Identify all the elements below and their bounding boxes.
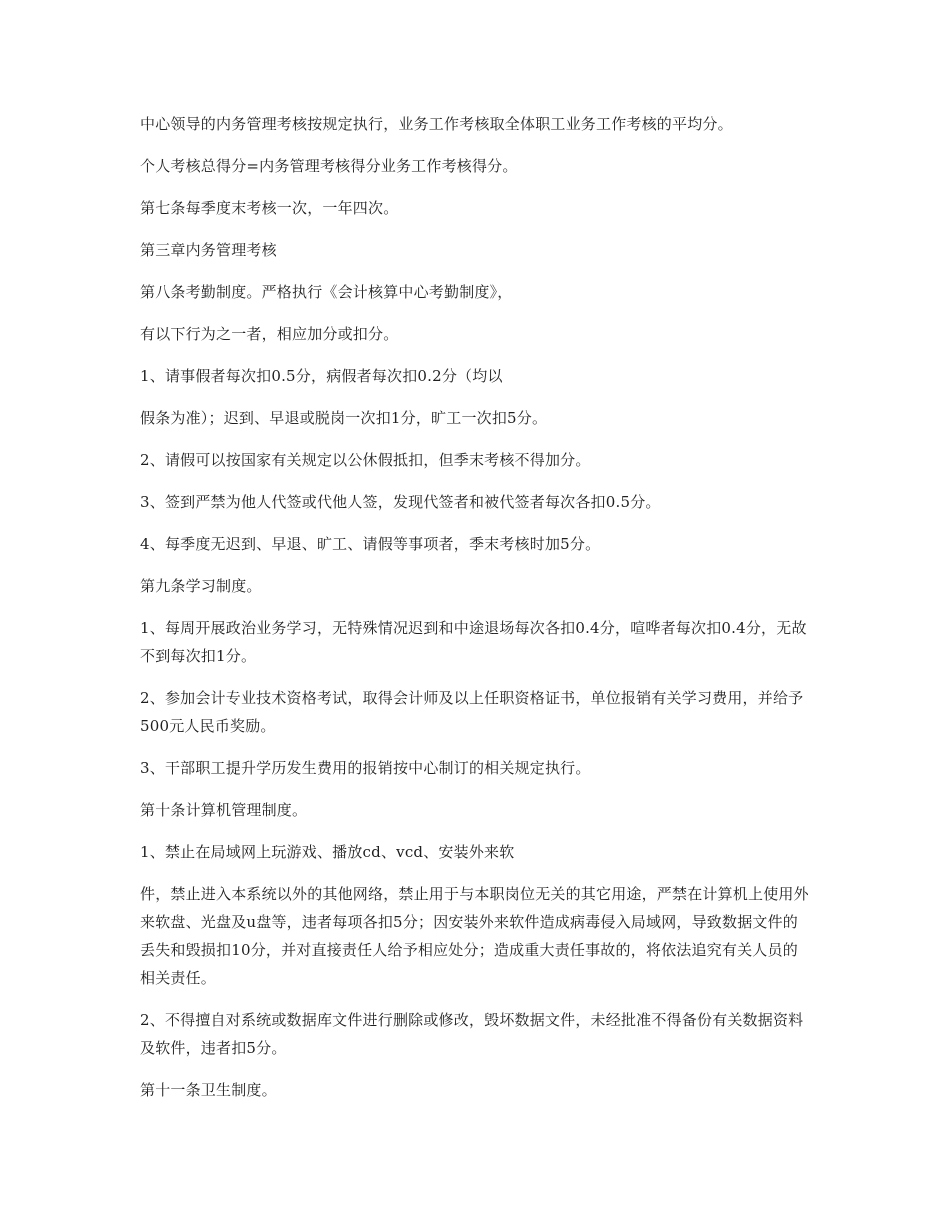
paragraph-leader-assessment: 中心领导的内务管理考核按规定执行，业务工作考核取全体职工业务工作考核的平均分。 [140, 115, 733, 133]
paragraph-article-9: 第九条学习制度。 [140, 577, 262, 595]
paragraph-total-score: 个人考核总得分=内务管理考核得分业务工作考核得分。 [140, 157, 518, 175]
chapter-3-heading: 第三章内务管理考核 [140, 241, 277, 259]
paragraph-article-10: 第十条计算机管理制度。 [140, 801, 308, 819]
paragraph-article-8-item-2: 2、请假可以按国家有关规定以公休假抵扣，但季末考核不得加分。 [140, 451, 591, 469]
paragraph-article-7: 第七条每季度末考核一次，一年四次。 [140, 199, 399, 217]
paragraph-article-8-item-3: 3、签到严禁为他人代签或代他人签，发现代签者和被代签者每次各扣0.5分。 [140, 493, 661, 511]
paragraph-article-8-item-4: 4、每季度无迟到、早退、旷工、请假等事项者，季末考核时加5分。 [140, 535, 601, 553]
paragraph-article-9-item-3: 3、干部职工提升学历发生费用的报销按中心制订的相关规定执行。 [140, 759, 591, 777]
paragraph-article-10-item-1a: 1、禁止在局域网上玩游戏、播放cd、vcd、安装外来软 [140, 843, 515, 861]
paragraph-article-8: 第八条考勤制度。严格执行《会计核算中心考勤制度》， [140, 283, 513, 301]
document-page [140, 110, 810, 1118]
paragraph-article-8-item-1b: 假条为准）；迟到、早退或脱岗一次扣1分，旷工一次扣5分。 [140, 409, 548, 427]
paragraph-article-9-item-2: 2、参加会计专业技术资格考试，取得会计师及以上任职资格证书，单位报销有关学习费用，并给予500元人民币奖励。 [140, 689, 804, 735]
paragraph-article-8-intro: 有以下行为之一者，相应加分或扣分。 [140, 325, 399, 343]
paragraph-article-9-item-1: 1、每周开展政治业务学习，无特殊情况迟到和中途退场每次各扣0.4分，喧哗者每次扣0.4分，无故不到每次扣1分。 [140, 619, 807, 665]
paragraph-article-11: 第十一条卫生制度。 [140, 1081, 277, 1099]
paragraph-article-8-item-1a: 1、请事假者每次扣0.5分，病假者每次扣0.2分（均以 [140, 367, 503, 385]
paragraph-article-10-item-2: 2、不得擅自对系统或数据库文件进行删除或修改，毁坏数据文件，未经批准不得备份有关数据资料及软件，违者扣5分。 [140, 1011, 804, 1057]
paragraph-article-10-item-1b: 件，禁止进入本系统以外的其他网络，禁止用于与本职岗位无关的其它用途，严禁在计算机上使用外来软盘、光盘及u盘等，违者每项各扣5分；因安装外来软件造成病毒侵入局域网，导致数据文件的丢失和毁损扣10分，并对直接责任人给予相应处分；造成重大责任事故的，将依法追究有关人员的相关责任。 [140, 885, 809, 987]
